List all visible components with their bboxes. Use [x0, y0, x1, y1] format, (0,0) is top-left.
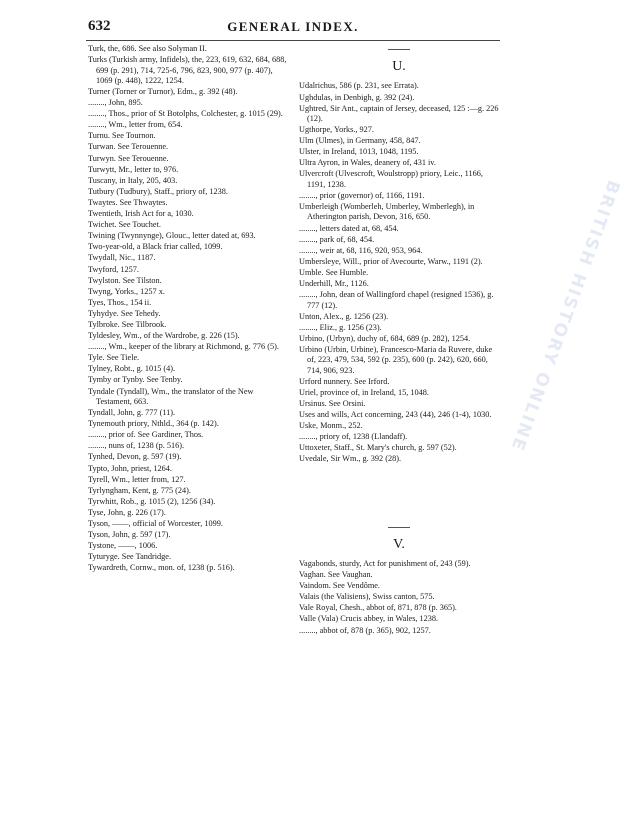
- index-entry: Twichet. See Touchet.: [88, 220, 161, 230]
- page-number: 632: [88, 18, 111, 34]
- index-entry: Tyndall, John, g. 777 (11).: [88, 408, 176, 418]
- index-entry: Uriel, province of, in Ireland, 15, 1048.: [299, 387, 429, 397]
- index-entry: Twaytes. See Thwaytes.: [88, 197, 168, 207]
- index-entry: Ugthorpe, Yorks., 927.: [299, 125, 374, 135]
- index-entry: Valais (the Valisiens), Swiss canton, 575.: [299, 592, 435, 602]
- index-entry: Uses and wills, Act concerning, 243 (44), 246 (1-4), 1030.: [299, 410, 492, 420]
- index-entry: Vagabonds, sturdy, Act for punishment of, 243 (59).: [299, 558, 471, 568]
- index-entry: Tyturyge. See Tandridge.: [88, 552, 172, 562]
- index-entry: Tyson, ——, official of Worcester, 1099.: [88, 518, 223, 528]
- index-entry: Tywardreth, Cornw., mon. of, 1238 (p. 516).: [88, 563, 235, 573]
- left-column: [88, 44, 288, 574]
- index-entry: Urbino, (Urbyn), duchy of, 684, 689 (p. 282), 1254.: [299, 333, 471, 343]
- index-entry: Vale Royal, Chesh., abbot of, 871, 878 (p. 365).: [299, 603, 457, 613]
- index-entry: Twyng, Yorks., 1257 x.: [88, 286, 165, 296]
- index-entry: Tynhed, Devon, g. 597 (19).: [88, 452, 182, 462]
- index-entry: Tyse, John, g. 226 (17).: [88, 507, 166, 517]
- index-entry: Vaghan. See Vaughan.: [299, 570, 373, 580]
- index-entry: Udalrichus, 586 (p. 231, see Errata).: [299, 81, 419, 91]
- index-entry: Urford nunnery. See Irford.: [299, 376, 390, 386]
- index-entry: Tyle. See Tiele.: [88, 353, 140, 363]
- index-entry: Turwytt, Mr., letter to, 976.: [88, 164, 179, 174]
- u-entries: [299, 81, 499, 464]
- index-entry: Urbino (Urbin, Urbine), Francesco-Maria da Ruvere, duke of, 223, 479, 534, 592 (p. 235), 600 (p. 242), 620, 660, 714, 906, 923.: [299, 344, 493, 375]
- index-entry: ........, abbot of, 878 (p. 365), 902, 1257.: [299, 625, 431, 635]
- index-entry: Unton, Alex., g. 1256 (23).: [299, 311, 389, 321]
- index-entry: Tyes, Thos., 154 ii.: [88, 297, 152, 307]
- index-entry: Umble. See Humble.: [299, 267, 369, 277]
- page-header: [88, 18, 498, 36]
- index-entry: ........, Wm., keeper of the library at Richmond, g. 776 (5).: [88, 342, 279, 352]
- index-entry: ........, park of, 68, 454.: [299, 234, 375, 244]
- index-entry: Tystone, ——, 1006.: [88, 541, 158, 551]
- index-entry: Tyrwhitt, Rob., g. 1015 (2), 1256 (34).: [88, 496, 216, 506]
- index-entry: Ultra Ayron, in Wales, deanery of, 431 iv.: [299, 158, 436, 168]
- watermark: BRITISH HISTORY ONLINE: [506, 177, 623, 455]
- index-entry: Twydall, Nic., 1187.: [88, 253, 156, 263]
- index-entry: Twining (Twynnynge), Glouc., letter dated at, 693.: [88, 231, 256, 241]
- index-entry: Ulvercroft (Ulvescroft, Woulstropp) priory, Leic., 1166, 1191, 1238.: [299, 169, 483, 189]
- index-entry: Umbersleye, Will., prior of Avecourte, Warw., 1191 (2).: [299, 256, 483, 266]
- index-entry: Ulm (Ulmes), in Germany, 458, 847.: [299, 136, 421, 146]
- index-entry: Tuscany, in Italy, 205, 403.: [88, 175, 178, 185]
- index-entry: Tyrlyngham, Kent, g. 775 (24).: [88, 485, 191, 495]
- index-entry: Valle (Vala) Crucis abbey, in Wales, 1238.: [299, 614, 439, 624]
- index-entry: Turk, the, 686. See also Solyman II.: [88, 44, 207, 53]
- index-entry: Tylney, Robt., g. 1015 (4).: [88, 364, 176, 374]
- index-entry: Uske, Monm., 252.: [299, 421, 363, 431]
- index-entry: Tyhydye. See Tehedy.: [88, 308, 161, 318]
- index-entry: Twentieth, Irish Act for a, 1030.: [88, 209, 194, 219]
- section-heading-v: V.: [299, 527, 499, 550]
- page-title: GENERAL INDEX.: [227, 19, 359, 34]
- index-entry: ........, Thos., prior of St Botolphs, Colchester, g. 1015 (29).: [88, 109, 283, 119]
- index-entry: Turwan. See Terouenne.: [88, 142, 169, 152]
- index-entry: Turnu. See Tournon.: [88, 131, 156, 141]
- header-rule: [86, 40, 500, 41]
- index-entry: Umberleigh (Womberleh, Umberley, Wmberlegh), in Atherington parish, Devon, 316, 650.: [299, 202, 475, 222]
- index-entry: Ughdulas, in Denbigh, g. 392 (24).: [299, 92, 415, 102]
- index-entry: Turner (Torner or Turnor), Edm., g. 392 (48).: [88, 87, 238, 96]
- index-entry: Turks (Turkish army, Infidels), the, 223, 619, 632, 684, 688, 699 (p. 291), 714, 725-6, 796, 823, 900, 977 (p. 407), 1069 (p. 448), 1222, 1254.: [88, 55, 287, 85]
- index-entry: Twylston. See Tilston.: [88, 275, 162, 285]
- index-entry: Tymby or Tynby. See Tenby.: [88, 375, 183, 385]
- v-entries: [299, 559, 499, 636]
- index-entry: ........, weir at, 68, 116, 920, 953, 964.: [299, 245, 423, 255]
- index-entry: Tyldesley, Wm., of the Wardrobe, g. 226 (15).: [88, 331, 240, 341]
- index-entry: ........, priory of, 1238 (Llandaff).: [299, 432, 408, 442]
- index-entry: Tutbury (Tudbury), Staff., priory of, 1238.: [88, 186, 228, 196]
- index-entry: ........, Eliz., g. 1256 (23).: [299, 322, 382, 332]
- index-entry: ........, John, 895.: [88, 98, 143, 108]
- index-entry: ........, John, dean of Wallingford chapel (resigned 1536), g. 777 (12).: [299, 290, 494, 310]
- index-entry: ........, letters dated at, 68, 454.: [299, 223, 399, 233]
- index-entry: ........, Wm., letter from, 654.: [88, 120, 183, 130]
- index-entry: Typto, John, priest, 1264.: [88, 463, 172, 473]
- index-entry: Tynemouth priory, Nthld., 364 (p. 142).: [88, 419, 219, 429]
- index-entry: ........, prior (governor) of, 1166, 1191.: [299, 190, 425, 200]
- section-divider: [388, 49, 410, 50]
- index-entry: ........, nuns of, 1238 (p. 516).: [88, 441, 185, 451]
- index-entry: Tyrell, Wm., letter from, 127.: [88, 474, 186, 484]
- index-entry: Uttoxeter, Staff., St. Mary's church, g. 597 (52).: [299, 443, 457, 453]
- index-entry: Uvedale, Sir Wm., g. 392 (28).: [299, 454, 402, 464]
- index-entry: Ursinus. See Orsini.: [299, 399, 366, 408]
- index-entry: Ulster, in Ireland, 1013, 1048, 1195.: [299, 147, 419, 157]
- index-entry: Vaindom. See Vendôme.: [299, 581, 380, 591]
- index-entry: Tyndale (Tyndall), Wm., the translator of the New Testament, 663.: [88, 386, 254, 406]
- right-column: [299, 44, 499, 637]
- index-entry: Underhill, Mr., 1126.: [299, 279, 369, 289]
- index-entry: Tylbroke. See Tilbrook.: [88, 319, 167, 329]
- section-heading-u: U.: [299, 49, 499, 72]
- index-entry: ........, prior of. See Gardiner, Thos.: [88, 430, 204, 440]
- index-entry: Turwyn. See Terouenne.: [88, 153, 169, 163]
- section-divider: [388, 527, 410, 528]
- index-entry: Two-year-old, a Black friar called, 1099.: [88, 242, 223, 252]
- index-entry: Ughtred, Sir Ant., captain of Jersey, deceased, 125 :—g. 226 (12).: [299, 103, 499, 123]
- index-entry: Twyford, 1257.: [88, 264, 139, 274]
- index-entry: Tyson, John, g. 597 (17).: [88, 530, 171, 540]
